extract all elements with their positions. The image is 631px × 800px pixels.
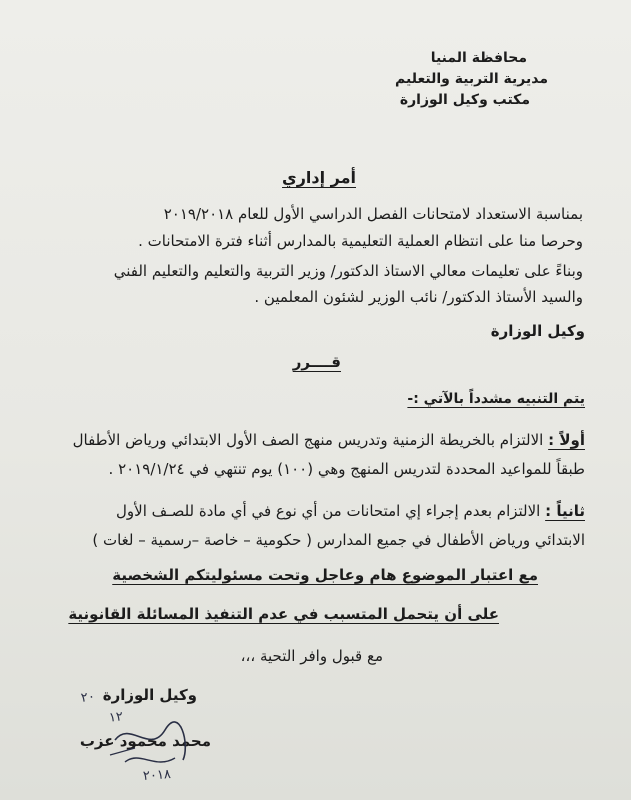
page-title: أمر إداري xyxy=(282,168,356,187)
signature-stroke xyxy=(115,722,185,760)
item-text-continued: طبقاً للمواعيد المحددة لتدريس المنهج وهي (١٠٠) يوم تنتهي في ٢٠١٩/١/٢٤ . xyxy=(108,460,585,478)
handwritten-year: ٢٠١٨ xyxy=(142,767,172,784)
signature-scribble xyxy=(95,700,205,795)
signature-title: وكيل الوزارة xyxy=(102,686,197,704)
signature-stroke xyxy=(125,758,175,762)
governorate-name: محافظة المنيا xyxy=(430,50,527,66)
decision-heading: قــــرر xyxy=(292,353,341,371)
signature-stroke xyxy=(110,748,135,755)
handwritten-month: ١٢ xyxy=(108,709,124,726)
item-text: الالتزام بالخريطة الزمنية وتدريس منهج الصف الأول الابتدائي ورياض الأطفال xyxy=(72,431,544,449)
intro-line: وبناءً على تعليمات معالي الاستاذ الدكتور/ وزير التربية والتعليم والتعليم الفني xyxy=(113,262,583,280)
emphasis-line: مع اعتبار الموضوع هام وعاجل وتحت مسئوليتكم الشخصية xyxy=(112,566,538,584)
item-label: ثانياً : xyxy=(545,502,585,520)
directorate-name: مديرية التربية والتعليم xyxy=(395,71,548,87)
handwritten-day: ٢٠ xyxy=(80,689,96,706)
authority-label: وكيل الوزارة xyxy=(490,322,585,340)
list-item-first xyxy=(73,431,585,449)
notice-heading: يتم التنبيه مشدداً بالآتي :- xyxy=(407,391,585,407)
closing-greeting: مع قبول وافر التحية ،،، xyxy=(240,647,383,665)
intro-line: والسيد الأستاذ الدكتور/ نائب الوزير لشئون المعلمين . xyxy=(254,288,583,306)
intro-line: وحرصا منا على انتظام العملية التعليمية بالمدارس أثناء فترة الامتحانات . xyxy=(138,232,583,250)
signatory-name: محمد محمود عزب xyxy=(79,732,211,750)
intro-line: بمناسبة الاستعداد لامتحانات الفصل الدراسي الأول للعام ٢٠١٩/٢٠١٨ xyxy=(163,205,583,223)
item-text-continued: الابتدائي ورياض الأطفال في جميع المدارس ( حكومية – خاصة –رسمية – لغات ) xyxy=(92,531,585,549)
item-text: الالتزام بعدم إجراء إي امتحانات من أي نوع في أي مادة للصـف الأول xyxy=(116,502,541,520)
item-label: أولاً : xyxy=(548,431,585,449)
office-name: مكتب وكيل الوزارة xyxy=(399,92,530,108)
list-item-second xyxy=(116,502,585,520)
emphasis-line: على أن يتحمل المتسبب في عدم التنفيذ المسائلة القانونية xyxy=(68,605,499,623)
